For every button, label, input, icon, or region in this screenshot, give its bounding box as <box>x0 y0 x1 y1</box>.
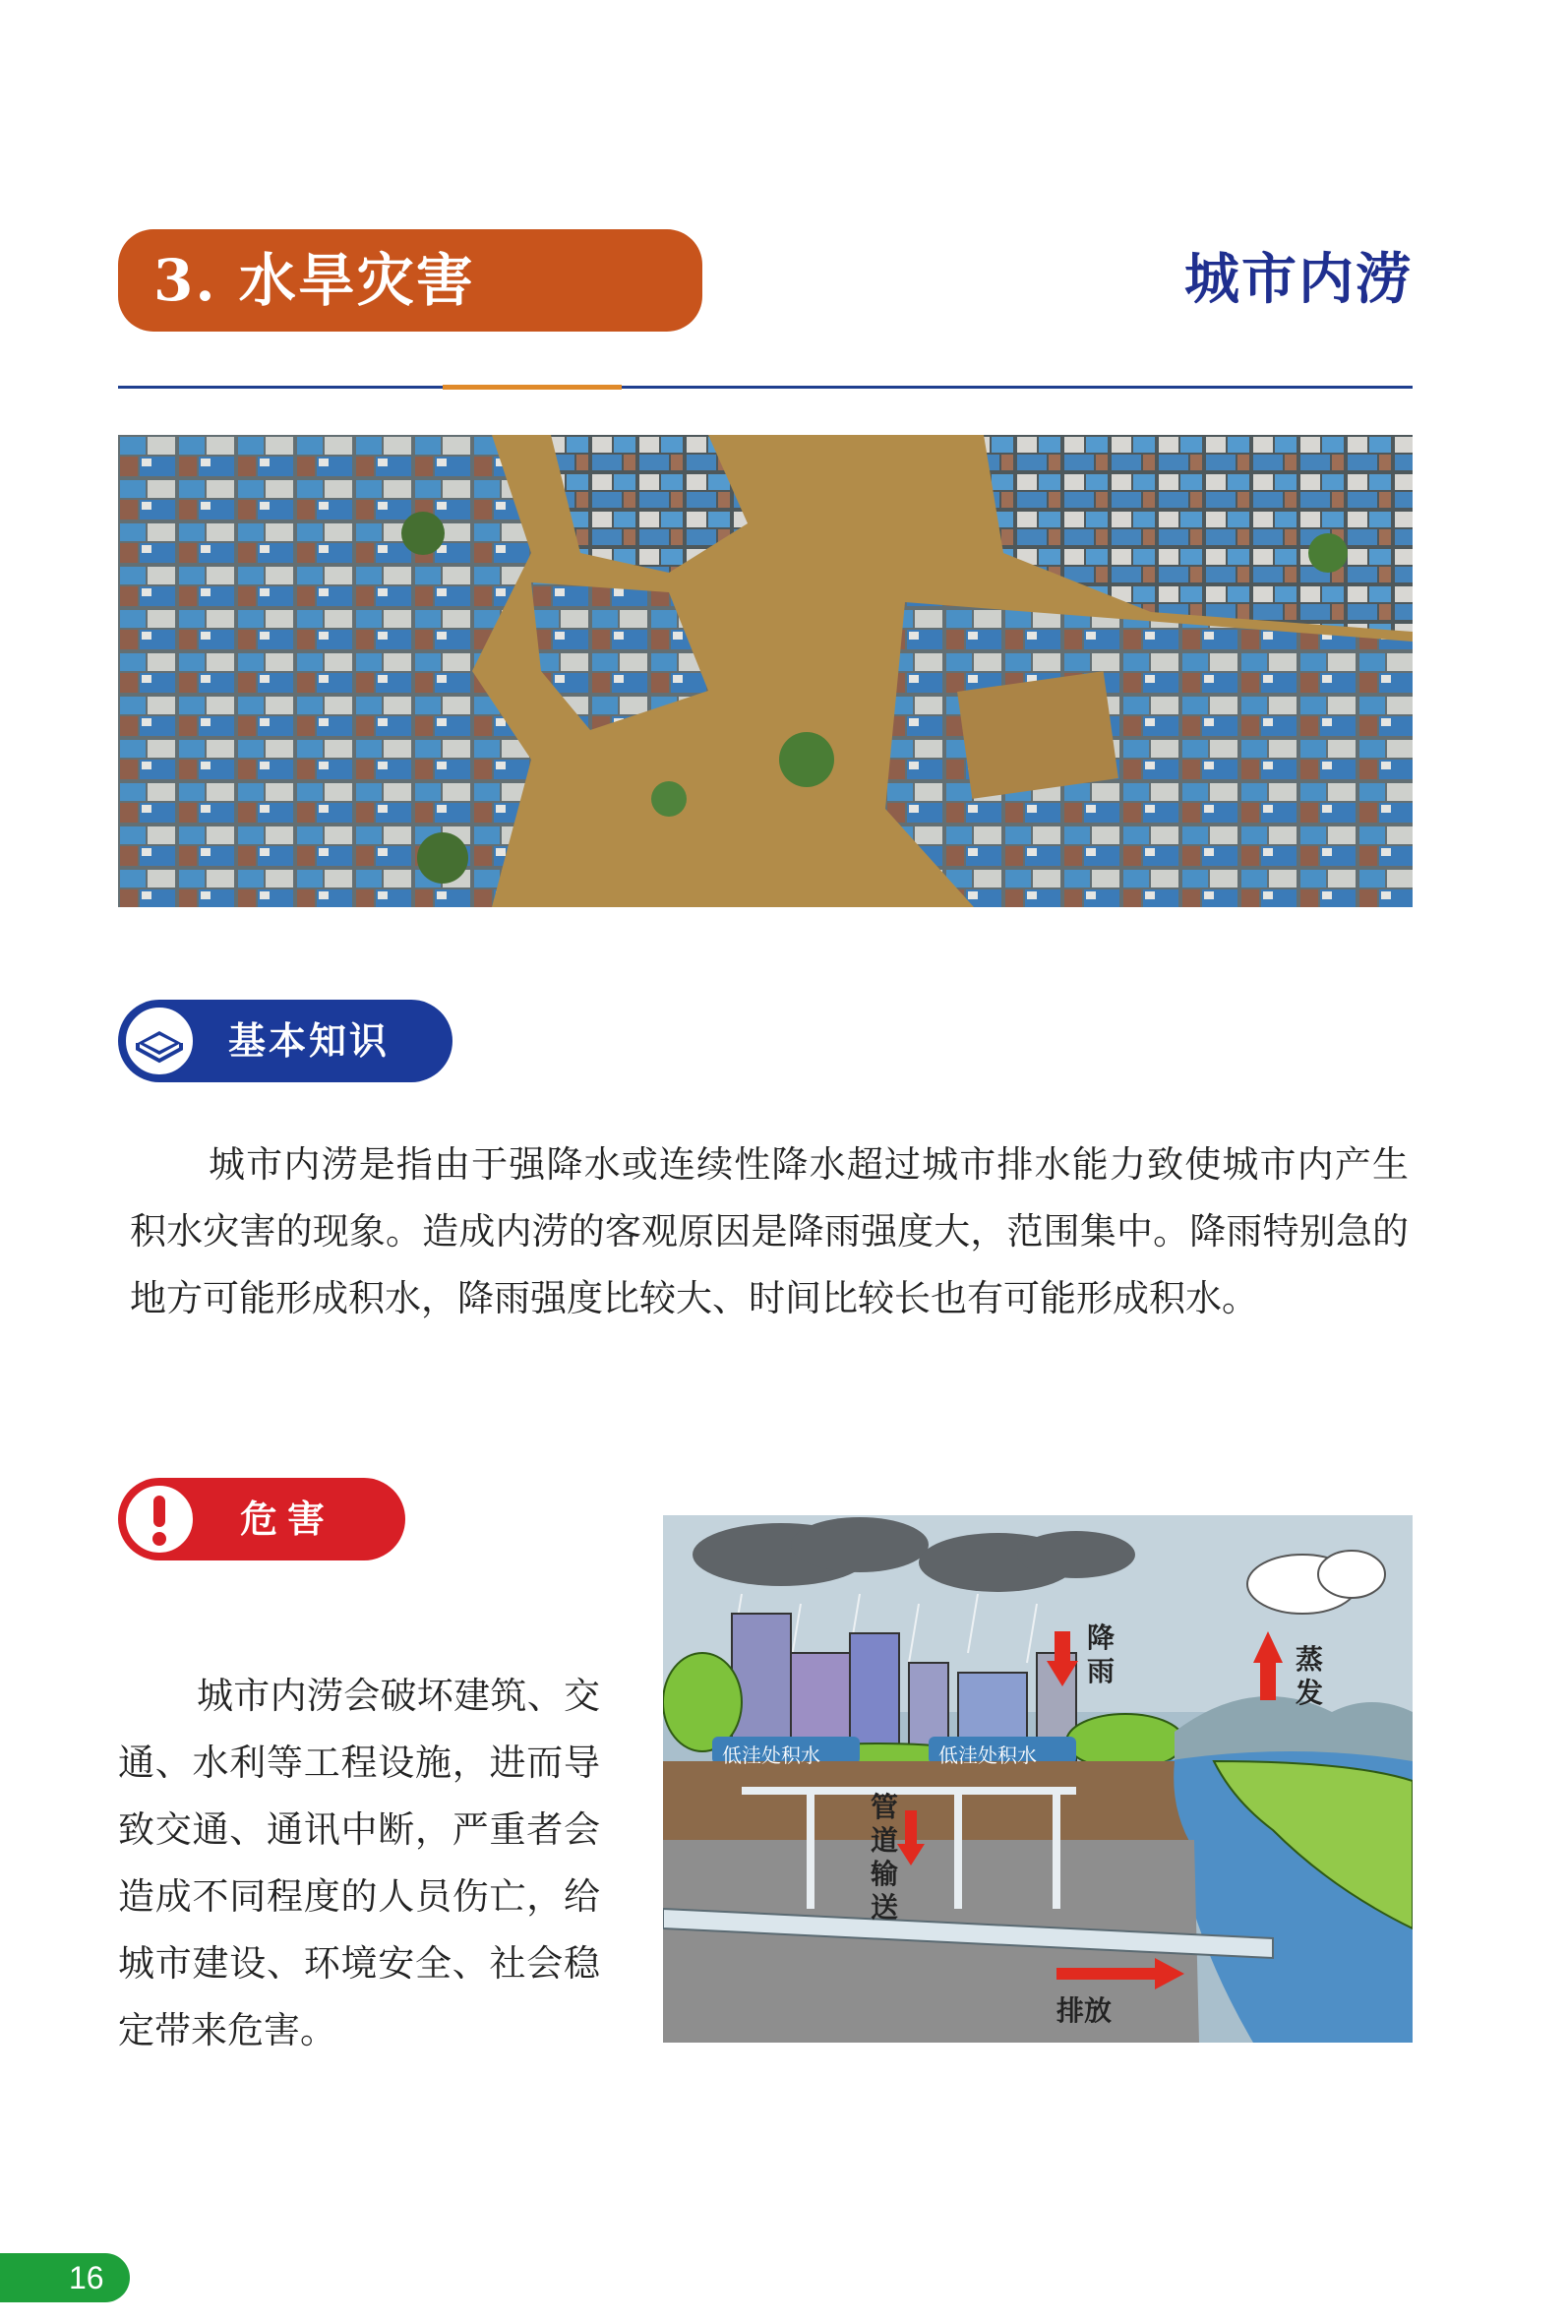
harm-label: 危害 <box>240 1498 335 1541</box>
basic-knowledge-badge <box>118 1000 452 1082</box>
evaporation-label: 蒸发 <box>1295 1643 1323 1709</box>
chapter-title-pill <box>118 229 702 332</box>
low-area-water-label-1: 低洼处积水 <box>722 1743 820 1767</box>
urban-drainage-illustration <box>663 1515 1413 2043</box>
chapter-title: 3. 水旱灾害 <box>153 247 475 314</box>
harm-paragraph: 城市内涝会破坏建筑、交通、水利等工程设施，进而导致交通、通讯中断，严重者会造成不同程度的人员伤亡，给城市建设、环境安全、社会稳定带来危害。 <box>118 1675 600 2051</box>
page-number: 16 <box>69 2260 104 2295</box>
header-divider <box>118 386 1413 389</box>
page-number-tab <box>0 2253 130 2302</box>
discharge-label: 排放 <box>1056 1994 1113 2027</box>
section-title: 城市内涝 <box>1184 248 1413 312</box>
rain-label: 降雨 <box>1086 1621 1115 1687</box>
flooded-city-photo <box>118 435 1413 907</box>
basic-knowledge-label: 基本知识 <box>228 1019 391 1063</box>
book-icon <box>122 1004 197 1078</box>
header-divider-accent <box>443 385 622 390</box>
exclamation-icon <box>122 1482 197 1557</box>
pipe-transport-label: 管道输送 <box>870 1791 898 1924</box>
low-area-water-label-2: 低洼处积水 <box>938 1743 1037 1767</box>
knowledge-paragraph: 城市内涝是指由于强降水或连续性降水超过城市排水能力致使城市内产生积水灾害的现象。造成内涝的客观原因是降雨强度大，范围集中。降雨特别急的地方可能形成积水，降雨强度比较大、时间比较长也有可能形成积水。 <box>130 1143 1409 1319</box>
harm-badge <box>118 1478 405 1560</box>
